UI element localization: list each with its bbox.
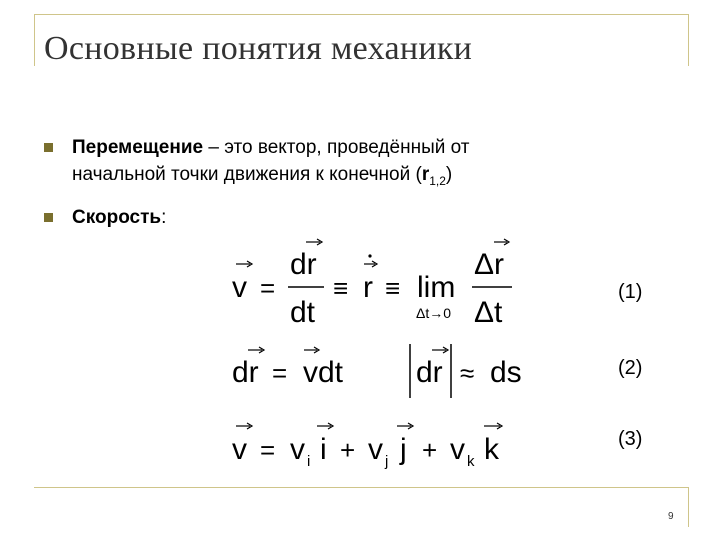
eq3-i-subscript: i bbox=[307, 453, 311, 470]
eq1-time-derivative-dot-icon bbox=[368, 254, 371, 257]
equation-number-2: (2) bbox=[618, 357, 643, 379]
equation-3 bbox=[232, 423, 502, 470]
eq1-delta-r: Δr bbox=[474, 248, 505, 281]
vector-r: r bbox=[421, 164, 430, 185]
eq1-equals: = bbox=[260, 273, 276, 303]
eq3-vi: v bbox=[290, 433, 305, 466]
equation-number-1: (1) bbox=[618, 281, 643, 303]
term-displacement: Перемещение bbox=[72, 137, 204, 158]
eq1-equiv-1: ≡ bbox=[333, 273, 349, 303]
eq1-dr: dr bbox=[290, 248, 317, 281]
eq3-vj: v bbox=[368, 433, 383, 466]
definition-text-1: – это вектор, проведённый от bbox=[203, 137, 470, 158]
page-number: 9 bbox=[668, 511, 674, 522]
eq3-v: v bbox=[232, 433, 247, 466]
eq2-ds: ds bbox=[490, 356, 522, 389]
eq1-r-dot: r bbox=[363, 271, 373, 304]
equation-1 bbox=[232, 239, 512, 329]
eq1-lim-subscript: Δt→0 bbox=[416, 305, 452, 321]
eq1-v: v bbox=[232, 271, 247, 304]
eq3-plus-1: + bbox=[340, 435, 356, 465]
eq1-dt: dt bbox=[290, 296, 316, 329]
definition-text-close: ) bbox=[445, 164, 453, 185]
eq1-equiv-2: ≡ bbox=[385, 273, 401, 303]
eq3-k-subscript: k bbox=[467, 453, 475, 470]
slide-title: Основные понятия механики bbox=[44, 30, 473, 67]
eq3-i: i bbox=[320, 433, 327, 466]
vector-r-subscript: 1,2 bbox=[429, 173, 446, 188]
eq1-delta-t: Δt bbox=[474, 296, 503, 329]
term-velocity: Скорость bbox=[72, 207, 162, 228]
eq2-approx: ≈ bbox=[460, 358, 475, 388]
equation-2 bbox=[232, 344, 522, 398]
eq3-j-subscript: j bbox=[385, 453, 389, 470]
eq3-k: k bbox=[484, 433, 499, 466]
eq2-equals: = bbox=[272, 358, 288, 388]
equation-number-3: (3) bbox=[618, 428, 643, 450]
definition-text-2: начальной точки движения к конечной ( bbox=[72, 164, 422, 185]
velocity-colon: : bbox=[161, 207, 167, 228]
eq2-abs-dr: dr bbox=[416, 356, 443, 389]
eq3-plus-2: + bbox=[422, 435, 438, 465]
eq2-vdt: vdt bbox=[303, 356, 344, 389]
eq3-j: j bbox=[400, 433, 407, 466]
eq1-lim: lim bbox=[417, 271, 456, 304]
eq3-equals: = bbox=[260, 435, 276, 465]
eq2-dr: dr bbox=[232, 356, 259, 389]
eq3-vk: v bbox=[450, 433, 465, 466]
